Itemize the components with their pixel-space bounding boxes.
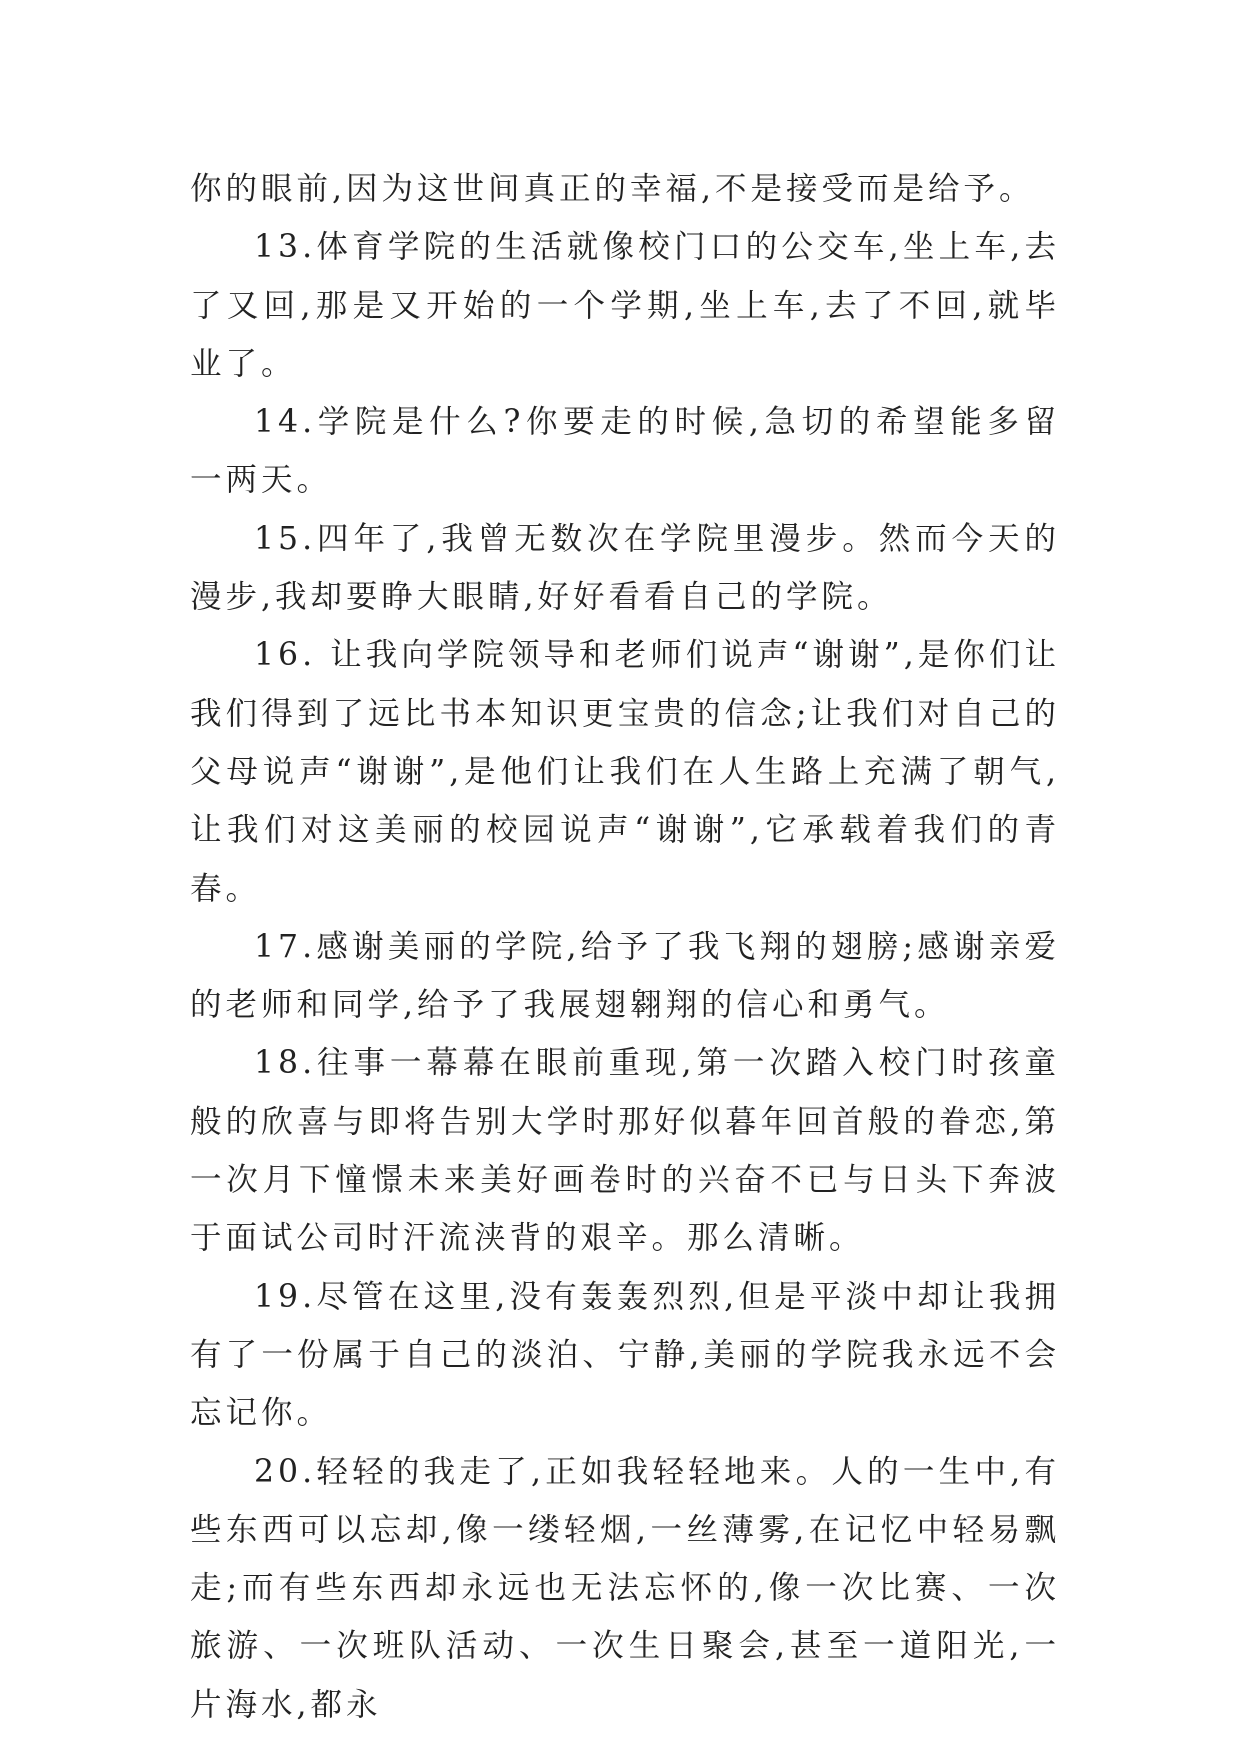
paragraph-19: 19.尽管在这里,没有轰轰烈烈,但是平淡中却让我拥有了一份属于自己的淡泊、宁静,美丽的学院我永远不会忘记你。 bbox=[190, 1278, 1060, 1432]
paragraph-20: 20.轻轻的我走了,正如我轻轻地来。人的一生中,有些东西可以忘却,像一缕轻烟,一丝薄雾,在记忆中轻易飘走;而有些东西却永远也无法忘怀的,像一次比赛、一次旅游、一次班队活动、一次生日聚会,甚至一道阳光,一片海水,都永 bbox=[190, 1453, 1060, 1723]
paragraph-13: 13.体育学院的生活就像校门口的公交车,坐上车,去了又回,那是又开始的一个学期,坐上车,去了不回,就毕业了。 bbox=[190, 229, 1060, 382]
paragraph-continuation: 你的眼前,因为这世间真正的幸福,不是接受而是给予。 bbox=[190, 171, 1035, 207]
paragraph-18: 18.往事一幕幕在眼前重现,第一次踏入校门时孩童般的欣喜与即将告别大学时那好似暮年回首般的眷恋,第一次月下憧憬未来美好画卷时的兴奋不已与日头下奔波于面试公司时汗流浃背的艰辛。那么清晰。 bbox=[190, 1045, 1060, 1257]
document-body bbox=[190, 160, 1060, 1734]
paragraph-17: 17.感谢美丽的学院,给予了我飞翔的翅膀;感谢亲爱的老师和同学,给予了我展翅翱翔的信心和勇气。 bbox=[190, 928, 1060, 1024]
paragraph-15: 15.四年了,我曾无数次在学院里漫步。然而今天的漫步,我却要睁大眼睛,好好看看自己的学院。 bbox=[190, 520, 1060, 616]
paragraph-16: 16. 让我向学院领导和老师们说声“谢谢”,是你们让我们得到了远比书本知识更宝贵的信念;让我们对自己的父母说声“谢谢”,是他们让我们在人生路上充满了朝气,让我们对这美丽的校园说声“谢谢”,它承载着我们的青春。 bbox=[190, 637, 1060, 907]
paragraph-14: 14.学院是什么?你要走的时候,急切的希望能多留一两天。 bbox=[190, 404, 1060, 499]
